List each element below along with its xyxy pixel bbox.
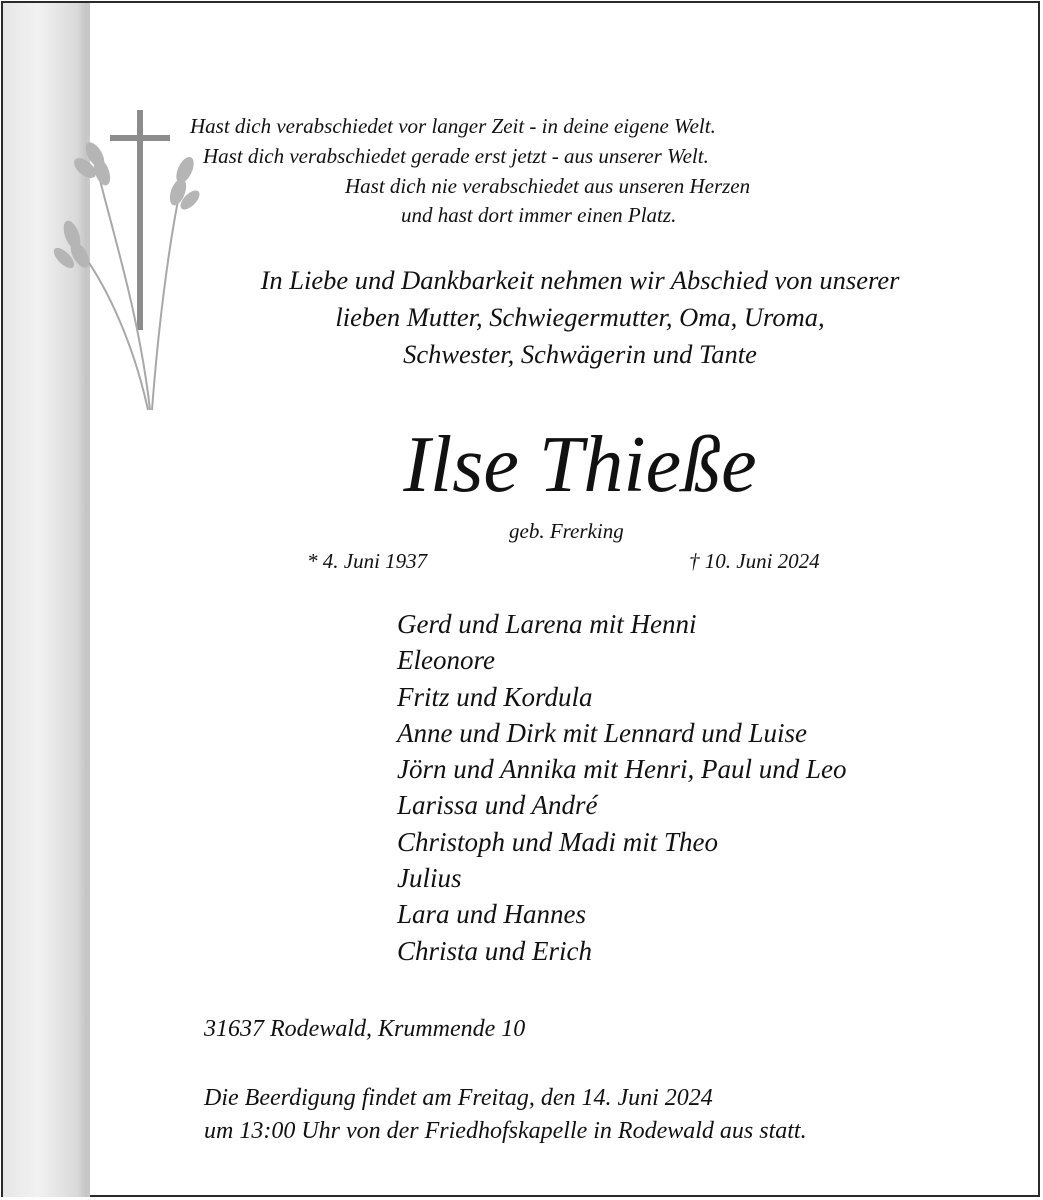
mourner-item: Gerd und Larena mit Henni [397,609,697,639]
mourner-item: Christoph und Madi mit Theo [397,826,719,857]
mourner-item: Larissa und André [397,790,598,821]
funeral-notice-line-1: Die Beerdigung findet am Freitag, den 14. Juni 2024 [204,1085,713,1111]
mourners-list [397,606,846,969]
poem-line-2: Hast dich verabschiedet gerade erst jetzt - aus unserer Welt. [203,144,709,168]
intro-line-2: lieben Mutter, Schwiegermutter, Oma, Uroma, [335,302,825,332]
deceased-name: Ilse Thieße [403,421,757,509]
mourner-item: Lara und Hannes [397,899,587,930]
death-date: † 10. Juni 2024 [689,549,820,573]
mourner-item: Julius [397,863,462,894]
mourner-item: Eleonore [397,645,495,676]
poem-line-1: Hast dich verabschiedet vor langer Zeit - in deine eigene Welt. [190,114,716,138]
mourner-item: Jörn und Annika mit Henri, Paul und Leo [397,754,847,785]
mourner-item: Anne und Dirk mit Lennard und Luise [397,717,807,748]
birth-date: * 4. Juni 1937 [307,549,428,573]
funeral-notice-line-2: um 13:00 Uhr von der Friedhofskapelle in Rodewald aus statt. [204,1118,807,1144]
mourner-item: Christa und Erich [397,935,593,966]
poem-line-4: und hast dort immer einen Platz. [401,203,677,227]
mourner-item: Fritz und Kordula [397,681,593,712]
intro-line-1: In Liebe und Dankbarkeit nehmen wir Abschied von unserer [260,265,900,295]
maiden-name: geb. Frerking [509,519,624,543]
intro-line-3: Schwester, Schwägerin und Tante [403,339,757,369]
family-address: 31637 Rodewald, Krummende 10 [204,1016,526,1042]
poem-line-3: Hast dich nie verabschiedet aus unseren Herzen [345,174,751,198]
